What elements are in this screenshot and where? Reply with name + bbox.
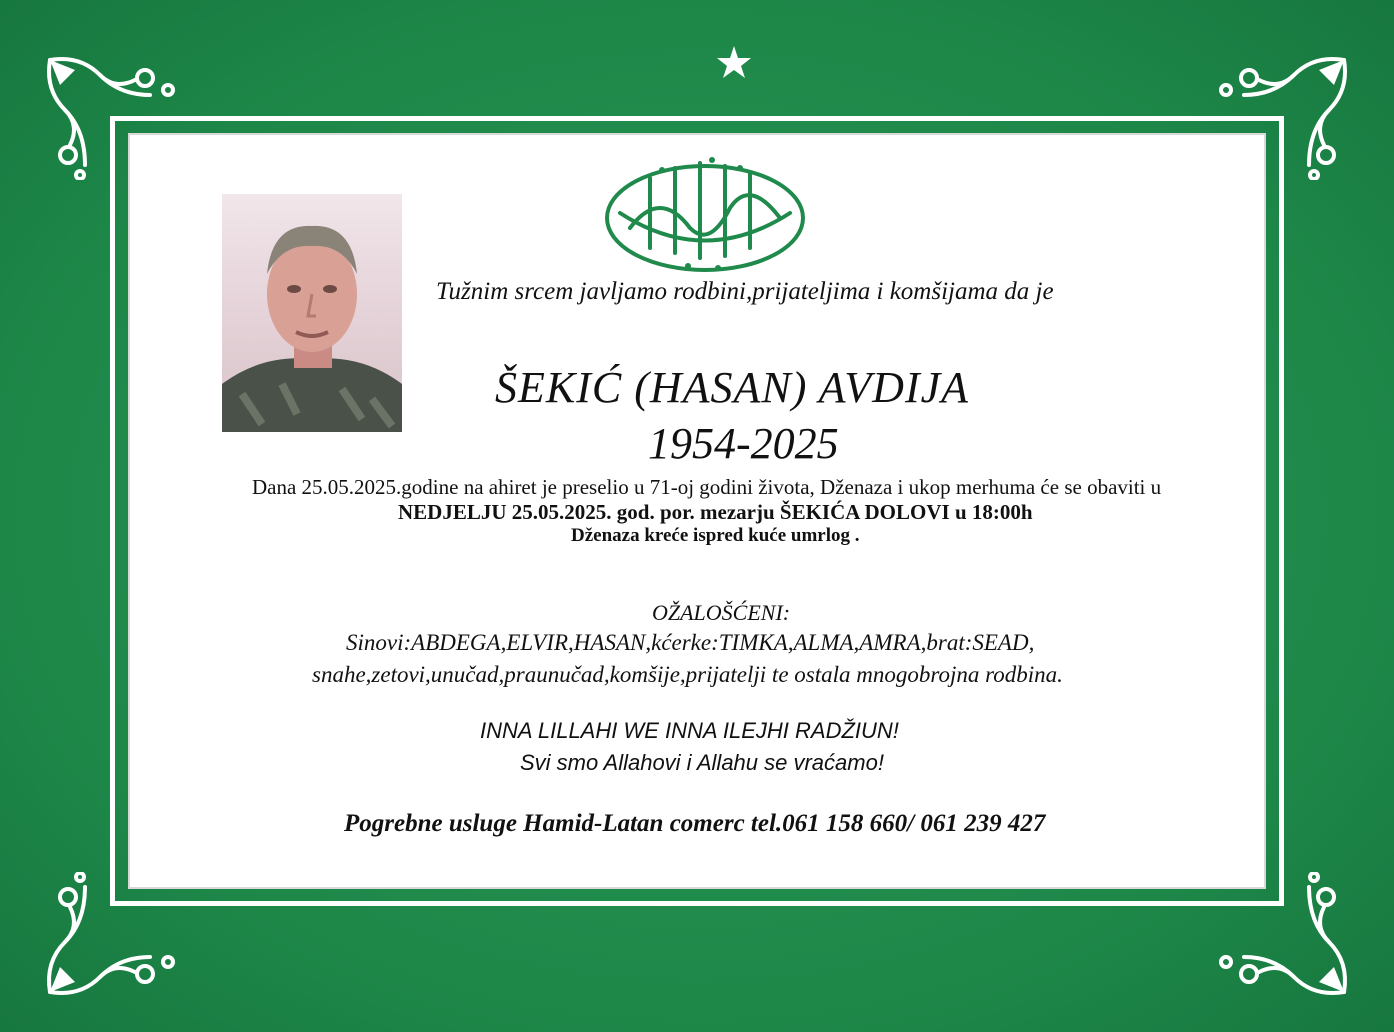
funeral-info-line-3: Dženaza kreće ispred kuće umrlog . (571, 525, 860, 546)
funeral-info-line-2: NEDJELJU 25.05.2025. god. por. mezarju ŠEKIĆA DOLOVI u 18:00h (398, 500, 1033, 524)
prayer-translation: Svi smo Allahovi i Allahu se vraćamo! (520, 750, 884, 775)
mourners-line-2: snahe,zetovi,unučad,praunučad,komšije,prijatelji te ostala mnogobrojna rodbina. (312, 662, 1063, 687)
mourners-line-1: Sinovi:ABDEGA,ELVIR,HASAN,kćerke:TIMKA,ALMA,AMRA,brat:SEAD, (346, 630, 1035, 655)
islamic-calligraphy-icon (600, 148, 810, 278)
life-years: 1954-2025 (648, 419, 839, 468)
intro-text: Tužnim srcem javljamo rodbini,prijateljima i komšijama da je (436, 278, 1054, 305)
crescent-star-icon (664, 18, 760, 110)
mourners-title: OŽALOŠĆENI: (652, 600, 791, 625)
prayer-text: INNA LILLAHI WE INNA ILEJHI RADŽIUN! (480, 718, 899, 743)
deceased-photo (222, 194, 402, 432)
deceased-name: ŠEKIĆ (HASAN) AVDIJA (495, 363, 970, 412)
funeral-info-line-1: Dana 25.05.2025.godine na ahiret je preselio u 71-oj godini života, Dženaza i ukop merhuma će se obaviti u (252, 475, 1162, 499)
funeral-service-contact: Pogrebne usluge Hamid-Latan comerc tel.061 158 660/ 061 239 427 (344, 810, 1046, 837)
